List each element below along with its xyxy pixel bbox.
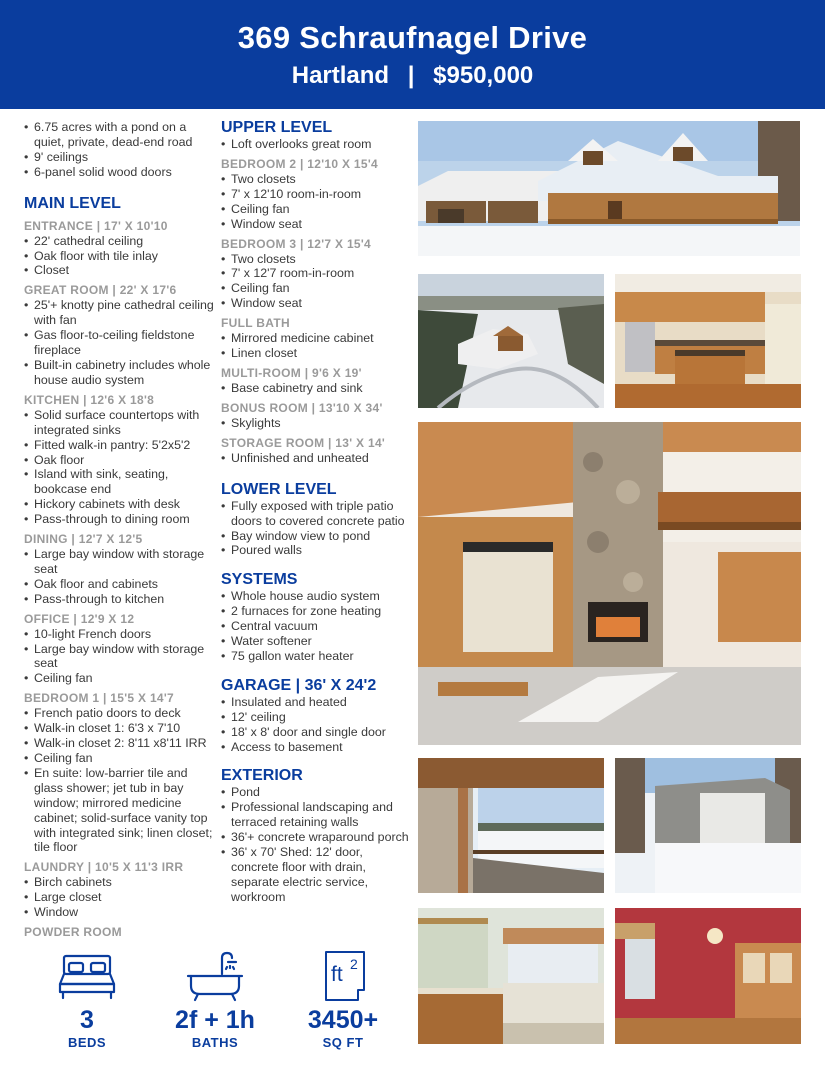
room-heading: DINING | 12'7 X 12'5: [24, 532, 143, 547]
list-item: • Access to basement: [221, 740, 413, 755]
list-item: • Large bay window with storage seat: [24, 547, 214, 577]
list-item: • En suite: low-barrier tile and glass shower; jet tub in bay window; mirrored medicine cabinet; solid-surface vanity top with integrated sink; linen closet; tile floor: [24, 766, 214, 855]
baths-label: BATHS: [191, 1035, 239, 1050]
room-features: [24, 706, 214, 855]
list-item: • Two closets: [221, 172, 413, 187]
garage-list: [221, 695, 413, 755]
sqft-label: SQ FT: [322, 1035, 364, 1050]
exterior-list: [221, 785, 413, 904]
list-item: • 18' x 8' door and single door: [221, 725, 413, 740]
list-item: • Oak floor: [24, 453, 214, 468]
list-item: • Two closets: [221, 252, 413, 267]
room-features: [221, 331, 413, 361]
sqft-icon: [314, 950, 372, 1002]
baths-count: 2f + 1h: [175, 1006, 255, 1034]
list-item: • Pond: [221, 785, 413, 800]
list-item: • Loft overlooks great room: [221, 137, 413, 152]
features-column-left: [24, 120, 214, 940]
list-item: • 36'+ concrete wraparound porch: [221, 830, 413, 845]
list-item: • Poured walls: [221, 543, 413, 558]
room-features: [24, 627, 214, 687]
list-item: • 10-light French doors: [24, 627, 214, 642]
property-address: 369 Schraufnagel Drive: [237, 20, 588, 55]
list-item: • Mirrored medicine cabinet: [221, 331, 413, 346]
intro-list: [24, 120, 214, 180]
separator: |: [407, 62, 415, 89]
photo-dining-room: [615, 908, 801, 1044]
features-column-middle: [221, 118, 413, 905]
systems-list: [221, 589, 413, 664]
list-item: • Unfinished and unheated: [221, 451, 413, 466]
list-item: • Ceiling fan: [24, 751, 214, 766]
room-heading: STORAGE ROOM | 13' X 14': [221, 435, 386, 450]
photo-great-room-fireplace: [418, 422, 801, 745]
sqft-icon-text: ft: [331, 963, 343, 986]
room-heading: KITCHEN | 12'6 X 18'8: [24, 392, 155, 407]
room-features: [24, 234, 214, 279]
list-item: • 25'+ knotty pine cathedral ceiling with fan: [24, 298, 214, 328]
price: $950,000: [433, 62, 534, 89]
list-item: • Ceiling fan: [24, 671, 214, 686]
section-title-main-level: MAIN LEVEL: [24, 194, 121, 212]
list-item: • Base cabinetry and sink: [221, 381, 413, 396]
room-features: [221, 252, 413, 312]
list-item: • Pass-through to dining room: [24, 512, 214, 527]
room-heading: LAUNDRY | 10'5 X 11'3 IRR: [24, 860, 184, 875]
list-item: • Hickory cabinets with desk: [24, 497, 214, 512]
list-item: • Bay window view to pond: [221, 529, 413, 544]
room-heading: FULL BATH: [221, 316, 290, 331]
room-heading: BEDROOM 3 | 12'7 X 15'4: [221, 236, 372, 251]
room-heading: MULTI-ROOM | 9'6 X 19': [221, 365, 362, 380]
city-price-line: [0, 62, 825, 90]
list-item: • Central vacuum: [221, 619, 413, 634]
list-item: • Skylights: [221, 416, 413, 431]
photo-shed-winter: [615, 758, 801, 893]
list-item: • Island with sink, seating, bookcase end: [24, 467, 214, 497]
list-item: • Closet: [24, 263, 214, 278]
room-features: [221, 172, 413, 232]
list-item: • Insulated and heated: [221, 695, 413, 710]
list-item: • Gas floor-to-ceiling fieldstone fireplace: [24, 328, 214, 358]
list-item: • 75 gallon water heater: [221, 649, 413, 664]
list-item: • Built-in cabinetry includes whole house audio system: [24, 358, 214, 388]
list-item: • Large closet: [24, 890, 214, 905]
list-item: • Ceiling fan: [221, 202, 413, 217]
photo-kitchen: [615, 274, 801, 408]
list-item: • Walk-in closet 1: 6'3 x 7'10: [24, 721, 214, 736]
stat-beds: [27, 950, 147, 1050]
list-item: • Oak floor with tile inlay: [24, 249, 214, 264]
stat-baths: [155, 950, 275, 1050]
list-item: • French patio doors to deck: [24, 706, 214, 721]
sqft-icon-superscript: 2: [350, 956, 358, 972]
list-item: • Fitted walk-in pantry: 5'2x5'2: [24, 438, 214, 453]
beds-count: 3: [80, 1006, 94, 1034]
list-item: • Whole house audio system: [221, 589, 413, 604]
room-heading: BEDROOM 1 | 15'5 X 14'7: [24, 691, 175, 706]
list-item: • Large bay window with storage seat: [24, 642, 214, 672]
beds-label: BEDS: [67, 1035, 107, 1050]
photo-master-bath: [418, 908, 604, 1044]
section-title-garage: GARAGE | 36' X 24'2: [221, 676, 377, 694]
room-heading: ENTRANCE | 17' X 10'10: [24, 218, 168, 233]
section-title-upper-level: UPPER LEVEL: [221, 119, 333, 136]
photo-aerial-winter: [418, 274, 604, 408]
list-item: • 7' x 12'10 room-in-room: [221, 187, 413, 202]
room-features: [24, 547, 214, 607]
room-heading: OFFICE | 12'9 X 12: [24, 611, 135, 626]
room-heading: GREAT ROOM | 22' X 17'6: [24, 283, 177, 298]
sqft-count: 3450+: [307, 1006, 379, 1034]
list-item: • 12' ceiling: [221, 710, 413, 725]
room-features: [24, 408, 214, 527]
list-item: • 6-panel solid wood doors: [24, 165, 214, 180]
list-item: • Professional landscaping and terraced retaining walls: [221, 800, 413, 830]
room-heading: POWDER ROOM: [24, 925, 122, 940]
list-item: • 9' ceilings: [24, 150, 214, 165]
room-features: [221, 381, 413, 396]
header-banner: [0, 0, 825, 109]
room-heading: BONUS ROOM | 13'10 X 34': [221, 400, 383, 415]
lower-level-list: [221, 499, 413, 559]
room-heading: BEDROOM 2 | 12'10 X 15'4: [221, 156, 378, 171]
section-title-exterior: EXTERIOR: [221, 767, 303, 785]
section-title-systems: SYSTEMS: [221, 571, 298, 589]
bed-icon: [58, 950, 116, 1002]
upper-intro-list: [221, 137, 413, 152]
room-features: [221, 451, 413, 466]
list-item: • 36' x 70' Shed: 12' door, concrete floor with drain, separate electric service, workroom: [221, 845, 413, 905]
stat-sqft: [283, 950, 403, 1050]
room-features: [221, 416, 413, 431]
list-item: • Birch cabinets: [24, 875, 214, 890]
section-title-lower-level: LOWER LEVEL: [221, 480, 337, 498]
list-item: • Ceiling fan: [221, 281, 413, 296]
list-item: • Fully exposed with triple patio doors to covered concrete patio: [221, 499, 413, 529]
room-features: [24, 875, 214, 920]
list-item: • Pass-through to kitchen: [24, 592, 214, 607]
city: Hartland: [291, 62, 390, 89]
list-item: • Window seat: [221, 296, 413, 311]
photo-covered-porch: [418, 758, 604, 893]
list-item: • 7' x 12'7 room-in-room: [221, 266, 413, 281]
list-item: • Window seat: [221, 217, 413, 232]
list-item: • Water softener: [221, 634, 413, 649]
room-features: [24, 298, 214, 387]
list-item: • 22' cathedral ceiling: [24, 234, 214, 249]
photo-house-exterior-winter: [418, 121, 800, 256]
list-item: • Window: [24, 905, 214, 920]
list-item: • Linen closet: [221, 346, 413, 361]
list-item: • 2 furnaces for zone heating: [221, 604, 413, 619]
list-item: • Walk-in closet 2: 8'11 x8'11 IRR: [24, 736, 214, 751]
list-item: • 6.75 acres with a pond on a quiet, private, dead-end road: [24, 120, 214, 150]
list-item: • Oak floor and cabinets: [24, 577, 214, 592]
list-item: • Solid surface countertops with integrated sinks: [24, 408, 214, 438]
bathtub-icon: [186, 950, 244, 1002]
